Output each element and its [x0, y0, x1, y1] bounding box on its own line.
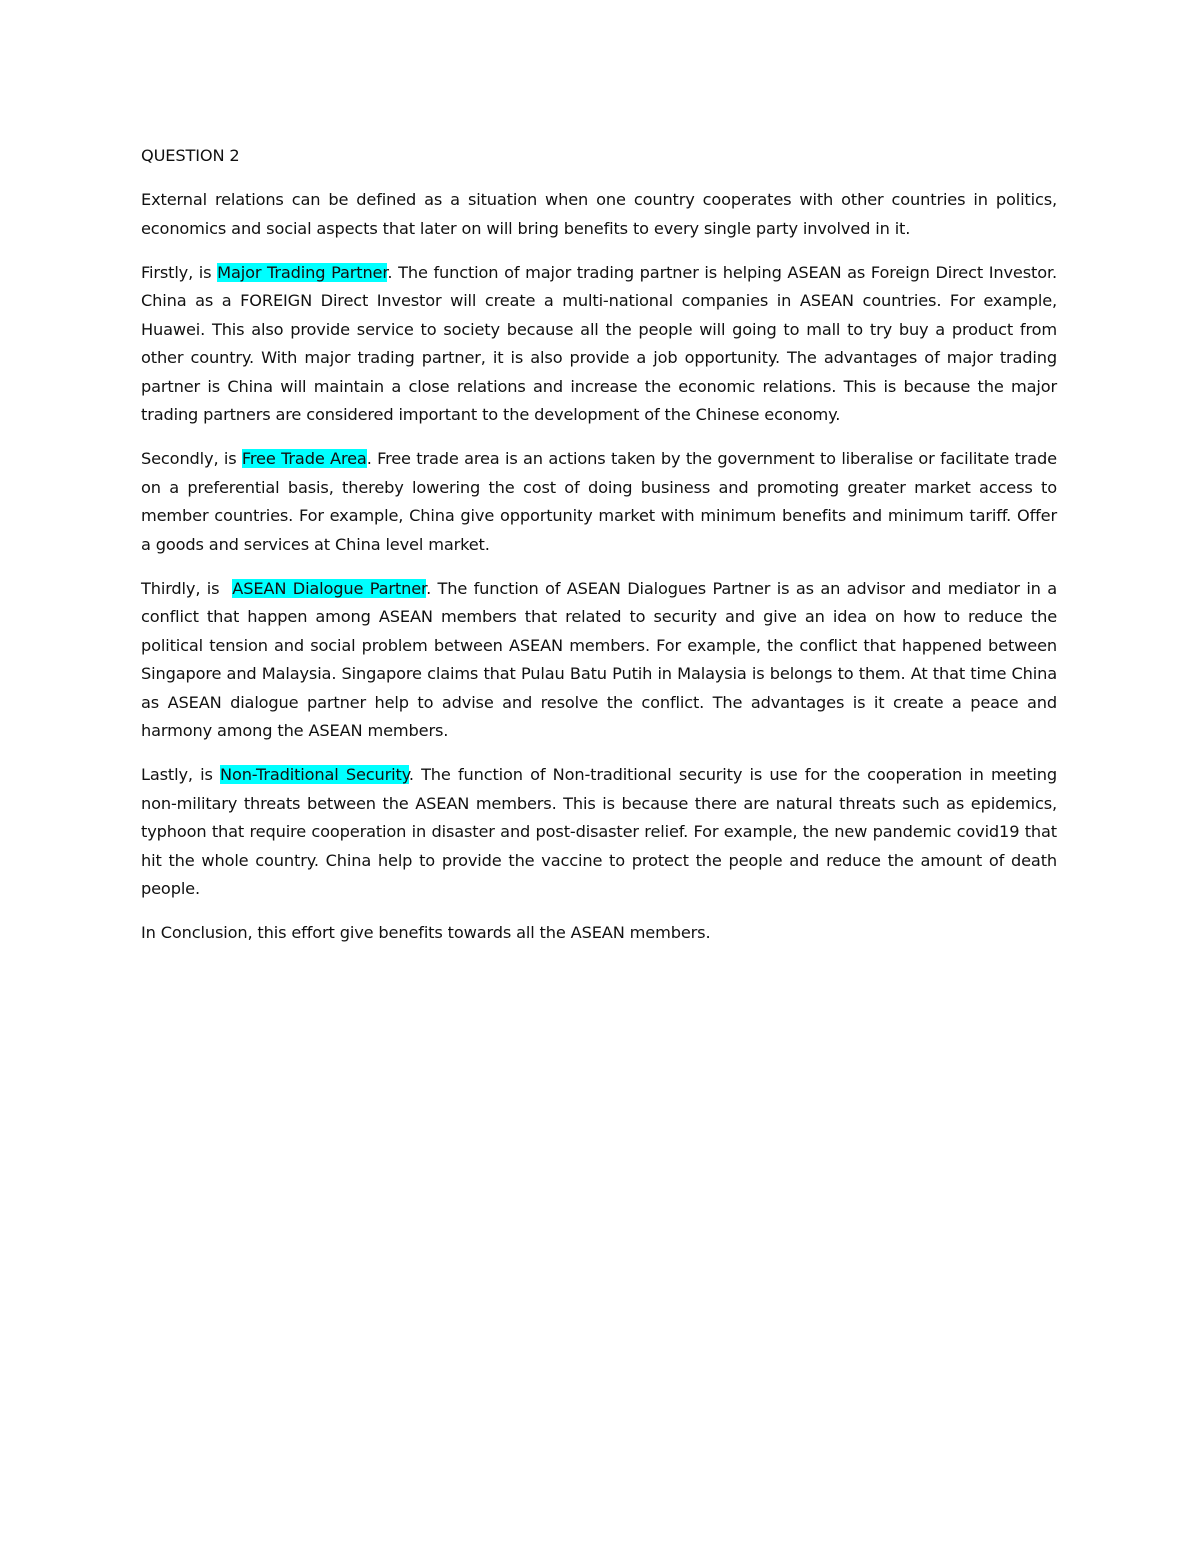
intro-paragraph: External relations can be defined as a situation when one country cooperates with other countries in politics, economics and social aspects that later on will bring benefits to every single party involved in it.: [141, 190, 1057, 238]
highlighted-term: ASEAN Dialogue Partner: [232, 578, 427, 598]
question-heading: QUESTION 2: [141, 146, 240, 165]
paragraph-non-traditional-security: [141, 761, 1057, 904]
paragraph-body: . Free trade area is an actions taken by the government to liberalise or facilitate trade on a preferential basis, thereby lowering the cost of doing business and promoting greater market access to member countries. For example, China give opportunity market with minimum benefits and minimum tariff. Offer a goods and services at China level market.: [141, 449, 1057, 554]
highlighted-term: Major Trading Partner: [217, 262, 388, 282]
paragraph-body: . The function of major trading partner is helping ASEAN as Foreign Direct Investor. China as a FOREIGN Direct Investor will create a multi-national companies in ASEAN countries. For example, Huawei. This also provide service to society because all the people will going to mall to try buy a product from other country. With major trading partner, it is also provide a job opportunity. The advantages of major trading partner is China will maintain a close relations and increase the economic relations. This is because the major trading partners are considered important to the development of the Chinese economy.: [141, 262, 1057, 424]
paragraph-body: . The function of Non-traditional security is use for the cooperation in meeting non-military threats between the ASEAN members. This is because there are natural threats such as epidemics, typhoon that require cooperation in disaster and post-disaster relief. For example, the new pandemic covid19 that hit the whole country. China help to provide the vaccine to protect the people and reduce the amount of death people.: [141, 765, 1057, 898]
paragraph-body: . The function of ASEAN Dialogues Partner is as an advisor and mediator in a conflict that happen among ASEAN members that related to security and give an idea on how to reduce the political tension and social problem between ASEAN members. For example, the conflict that happened between Singapore and Malaysia. Singapore claims that Pulau Batu Putih in Malaysia is belongs to them. At that time China as ASEAN dialogue partner help to advise and resolve the conflict. The advantages is it create a peace and harmony among the ASEAN members.: [141, 578, 1058, 740]
highlighted-term: Non-Traditional Security: [219, 765, 409, 784]
paragraph-lead: Firstly, is: [141, 262, 218, 282]
paragraph-lead: Secondly, is: [141, 449, 242, 468]
paragraph-lead: Lastly, is: [141, 765, 220, 784]
highlighted-term: Free Trade Area: [241, 449, 367, 468]
paragraph-free-trade-area: [141, 445, 1057, 559]
paragraph-major-trading-partner: [141, 259, 1057, 430]
conclusion-paragraph: In Conclusion, this effort give benefits towards all the ASEAN members.: [141, 923, 711, 942]
paragraph-asean-dialogue-partner: [141, 575, 1057, 746]
document-body: [141, 142, 1057, 963]
paragraph-lead: Thirdly, is: [141, 578, 233, 598]
